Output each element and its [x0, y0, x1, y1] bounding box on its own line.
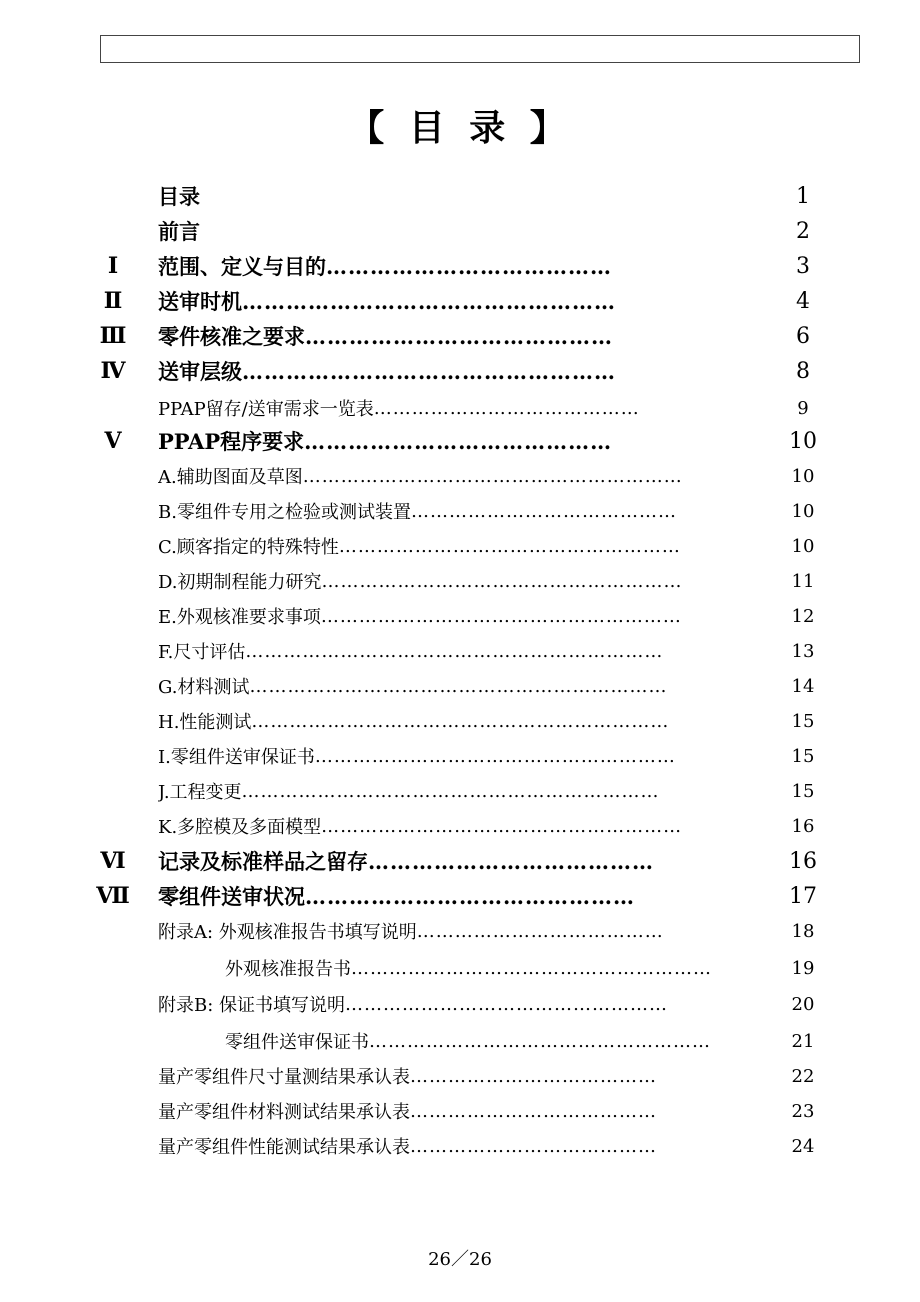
toc-entry	[0, 320, 920, 352]
toc-page-number: 10	[791, 465, 815, 487]
toc-entry-text	[158, 1063, 785, 1089]
toc-entry-text	[158, 846, 785, 876]
toc-label: 前言	[158, 219, 200, 244]
toc-leader: ……………………………………	[410, 500, 677, 522]
toc-label: A.辅助图面及草图	[158, 467, 303, 488]
toc-page-number: 12	[791, 605, 815, 627]
toc-label: 零组件送审保证书	[225, 1032, 369, 1053]
toc-entry	[0, 952, 920, 984]
toc-page-number: 16	[789, 848, 817, 874]
toc-entry-text	[158, 321, 785, 351]
toc-label: G.材料测试	[158, 677, 250, 698]
toc-page-number: 20	[791, 993, 815, 1015]
toc-label: 量产零组件材料测试结果承认表	[158, 1102, 410, 1123]
toc-label: 附录A: 外观核准报告书填写说明	[158, 922, 417, 943]
toc-page-number: 13	[791, 640, 815, 662]
toc-leader: …………………………………	[416, 920, 664, 942]
toc-entry-text	[158, 708, 785, 734]
toc-entry-text	[158, 426, 785, 456]
toc-numeral: Ⅱ	[103, 288, 123, 314]
toc-page-number: 14	[791, 675, 815, 697]
toc-entry-text	[158, 181, 785, 211]
toc-entry	[0, 565, 920, 597]
toc-entry	[0, 988, 920, 1020]
toc-label: F.尺寸评估	[158, 642, 246, 663]
toc-leader: …………………………………	[326, 253, 612, 279]
toc-entry-text	[158, 778, 785, 804]
toc-entry-text	[158, 813, 785, 839]
toc-leader: …………………………………	[410, 1135, 657, 1157]
toc-entry	[0, 810, 920, 842]
toc-leader: …………………………………………………………	[241, 780, 660, 802]
toc-entry	[0, 392, 920, 424]
toc-entry-text	[158, 743, 785, 769]
toc-entry	[0, 740, 920, 772]
toc-leader: …………………………………	[368, 848, 654, 874]
toc-page-number: 10	[791, 500, 815, 522]
page-title: 【 目 录 】	[348, 107, 572, 149]
toc-leader: ……………………………………………	[345, 993, 669, 1015]
toc-page-number: 11	[791, 570, 815, 592]
toc-page-number: 24	[791, 1135, 815, 1157]
toc-page-number: 9	[797, 397, 809, 419]
toc-entry-text	[158, 673, 785, 699]
toc-leader: ……………………………………………	[242, 358, 616, 384]
toc-leader: ……………………………………………	[242, 288, 616, 314]
toc-entry	[0, 250, 920, 282]
toc-page-number: 22	[791, 1065, 815, 1087]
toc-entry	[0, 355, 920, 387]
toc-leader: …………………………………	[410, 1100, 657, 1122]
toc-entry	[0, 1095, 920, 1127]
toc-page-number: 23	[791, 1100, 815, 1122]
toc-numeral: Ⅰ	[107, 253, 119, 279]
toc-label: 量产零组件性能测试结果承认表	[158, 1137, 410, 1158]
toc-entry-text	[158, 533, 785, 559]
toc-leader: …………………………………	[410, 1065, 657, 1087]
toc-label: 范围、定义与目的	[158, 254, 326, 279]
toc-entry-text	[158, 1098, 785, 1124]
toc-entry-text	[158, 395, 785, 421]
toc-page-number: 18	[791, 920, 815, 942]
toc-label: 外观核准报告书	[225, 959, 351, 980]
toc-page-number: 15	[791, 745, 815, 767]
toc-leader: …………………………………………………	[321, 815, 683, 837]
toc-page-number: 17	[789, 883, 817, 909]
toc-label: 送审时机	[158, 289, 242, 314]
toc-entry	[0, 775, 920, 807]
toc-entry	[0, 425, 920, 457]
toc-entry	[0, 215, 920, 247]
toc-entry-text	[158, 286, 785, 316]
toc-numeral: Ⅳ	[100, 358, 126, 384]
toc-label: 记录及标准样品之留存	[158, 849, 368, 874]
toc-leader: …………………………………………………………	[249, 675, 668, 697]
toc-leader: …………………………………………………………	[245, 640, 664, 662]
toc-leader: ……………………………………	[373, 397, 640, 419]
toc-entry-text	[158, 356, 785, 386]
toc-entry-text	[225, 1028, 785, 1054]
toc-label: I.零组件送审保证书	[158, 747, 315, 768]
toc-numeral: Ⅲ	[99, 323, 127, 349]
toc-label: K.多腔模及多面模型	[158, 817, 322, 838]
toc-page-number: 10	[789, 428, 817, 454]
toc-page-number: 4	[796, 288, 810, 314]
toc-entry-text	[158, 918, 785, 944]
toc-label: 量产零组件尺寸量测结果承认表	[158, 1067, 410, 1088]
toc-label: 零件核准之要求	[158, 324, 305, 349]
toc-leader: …………………………………………………	[351, 957, 712, 979]
toc-label: PPAP留存/送审需求一览表	[158, 399, 374, 420]
toc-page-number: 16	[791, 815, 815, 837]
toc-label: 附录B: 保证书填写说明	[158, 995, 346, 1016]
toc-label: C.顾客指定的特殊特性	[158, 537, 339, 558]
toc-entry-text	[158, 1133, 785, 1159]
toc-entry-text	[225, 955, 785, 981]
toc-label: E.外观核准要求事项	[158, 607, 321, 628]
toc-label: J.工程变更	[158, 782, 242, 803]
toc-entry	[0, 670, 920, 702]
toc-entry	[0, 1025, 920, 1057]
toc-entry	[0, 915, 920, 947]
toc-entry	[0, 495, 920, 527]
toc-entry	[0, 530, 920, 562]
toc-numeral: Ⅴ	[104, 428, 122, 454]
toc-label: H.性能测试	[158, 712, 252, 733]
toc-entry	[0, 180, 920, 212]
toc-page-number: 3	[796, 253, 810, 279]
toc-leader: ………………………………………………	[338, 535, 681, 557]
toc-label: PPAP程序要求	[158, 429, 305, 454]
toc-page-number: 21	[791, 1030, 815, 1052]
toc-page-number: 15	[791, 710, 815, 732]
toc-page-number: 15	[791, 780, 815, 802]
toc-entry	[0, 845, 920, 877]
toc-entry	[0, 880, 920, 912]
toc-leader: …………………………………………………………	[251, 710, 670, 732]
toc-page-number: 19	[791, 957, 815, 979]
toc-page-number: 2	[796, 218, 810, 244]
page-footer: 26／26	[428, 1249, 492, 1270]
toc-entry-text	[158, 463, 785, 489]
toc-label: 目录	[158, 184, 200, 209]
toc-entry-text	[158, 603, 785, 629]
toc-entry-text	[158, 881, 785, 911]
toc-entry	[0, 1060, 920, 1092]
toc-page-number: 6	[796, 323, 810, 349]
toc-label: 送审层级	[158, 359, 242, 384]
toc-numeral: Ⅵ	[100, 848, 126, 874]
toc-entry	[0, 635, 920, 667]
toc-label: D.初期制程能力研究	[158, 572, 322, 593]
toc-numeral: Ⅶ	[96, 883, 130, 909]
toc-entry	[0, 460, 920, 492]
toc-leader: ………………………………………	[305, 883, 635, 909]
toc-leader: ………………………………………………	[369, 1030, 711, 1052]
toc-leader: ……………………………………………………	[302, 465, 683, 487]
toc-page-number: 8	[796, 358, 810, 384]
toc-page-number: 10	[791, 535, 815, 557]
toc-leader: ……………………………………	[304, 428, 613, 454]
toc-label: B.零组件专用之检验或测试装置	[158, 502, 411, 523]
toc-leader: …………………………………………………	[321, 570, 683, 592]
toc-entry-text	[158, 991, 785, 1017]
toc-entry-text	[158, 216, 785, 246]
toc-entry	[0, 600, 920, 632]
toc-entry-text	[158, 251, 785, 281]
toc-entry	[0, 285, 920, 317]
toc-leader: ……………………………………	[305, 323, 613, 349]
toc-entry	[0, 705, 920, 737]
toc-entry-text	[158, 568, 785, 594]
toc-label: 零组件送审状况	[158, 884, 305, 909]
toc-entry-text	[158, 638, 785, 664]
toc-entry	[0, 1130, 920, 1162]
toc-entry-text	[158, 498, 785, 524]
toc-page-number: 1	[796, 183, 810, 209]
toc-leader: …………………………………………………	[320, 605, 682, 627]
toc-leader: …………………………………………………	[314, 745, 676, 767]
